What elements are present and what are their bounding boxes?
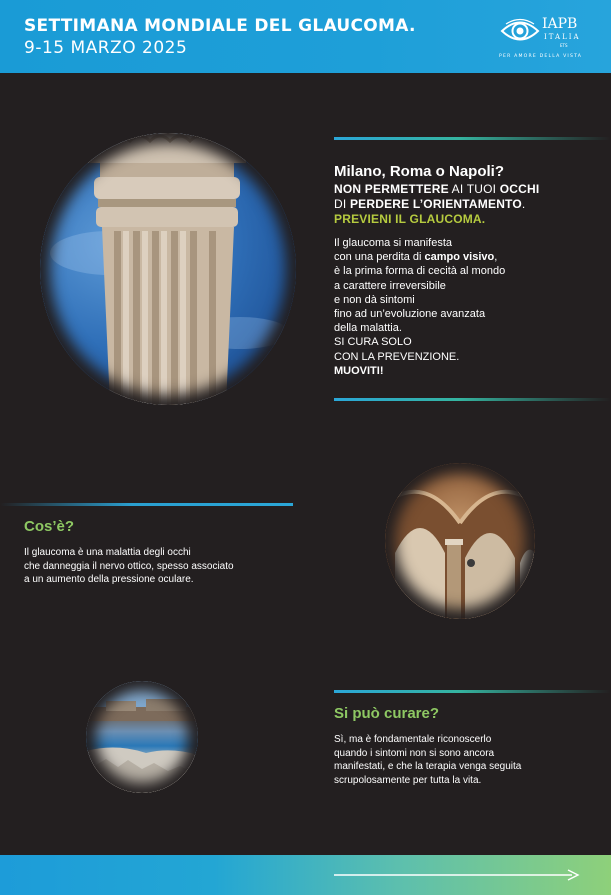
intro-body-text: , [494,251,498,264]
tag-emphasis-3: PERDERE L’ORIENTAMENTO [349,197,522,211]
tag-text-2: DI [334,197,350,211]
intro-body-line: è la prima forma di cecità al mondo [334,265,506,278]
harbor-photo [86,681,198,793]
intro-call-to-action: PREVIENI IL GLAUCOMA. [334,212,486,226]
intro-body-emphasis: campo visivo [424,251,495,264]
harbor-illustration [86,681,198,793]
what-body-line: che danneggia il nervo ottico, spesso associato [24,560,234,572]
intro-body-line: SI CURA SOLO [334,336,412,349]
cure-body-line: quando i sintomi non si sono ancora [334,747,495,759]
cure-body [334,733,521,787]
what-heading: Cos’è? [24,518,75,535]
divider-what [0,503,293,506]
iapb-logo[interactable] [498,14,598,64]
column-photo [40,133,296,405]
intro-body-text: con una perdita di [334,251,425,264]
intro-body [334,236,505,378]
intro-body-line: fino ad un’evoluzione avanzata [334,308,486,321]
logo-suffix: ETS [560,43,568,48]
page-title: SETTIMANA MONDIALE DEL GLAUCOMA. [24,16,416,36]
tag-text-3: . [521,197,526,211]
arrow-right-icon[interactable] [334,868,580,882]
what-body-line: Il glaucoma è una malattia degli occhi [24,547,191,558]
cure-body-line: Sì, ma è fondamentale riconoscerlo [334,734,492,745]
cure-body-line: manifestati, e che la terapia venga seguita [334,761,522,772]
what-body-line: a un aumento della pressione oculare. [24,574,194,585]
intro-body-line: a carattere irreversibile [334,279,446,292]
intro-heading: Milano, Roma o Napoli? [334,163,505,180]
tag-emphasis-1: NON PERMETTERE [334,182,449,196]
intro-body-line: CON LA PREVENZIONE. [334,350,460,363]
header-bar [0,0,611,73]
logo-tagline: PER AMORE DELLA VISTA [499,54,583,59]
intro-body-line: Il glaucoma si manifesta [334,237,452,249]
what-body [24,546,234,587]
intro-body-line: e non dà sintomi [334,293,415,306]
event-dates: 9-15 MARZO 2025 [24,38,188,58]
logo-name: IAPB [542,16,578,32]
tag-emphasis-2: OCCHI [499,182,540,196]
arches-illustration [385,463,535,619]
intro-body-line [334,364,505,378]
intro-body-line: della malattia. [334,322,402,335]
cure-heading: Si può curare? [334,705,440,722]
column-illustration [40,133,296,405]
cure-body-line: scrupolosamente per tutta la vita. [334,774,482,786]
divider-top [334,137,611,140]
divider-intro-bottom [334,398,611,401]
eye-icon [500,16,540,46]
intro-body-line [334,250,505,264]
logo-country: ITALIA [544,33,581,41]
tag-text-1: AI TUOI [448,182,500,196]
intro-body-emphasis: MUOVITI! [334,364,384,377]
divider-cure [334,690,611,693]
arches-photo [385,463,535,619]
